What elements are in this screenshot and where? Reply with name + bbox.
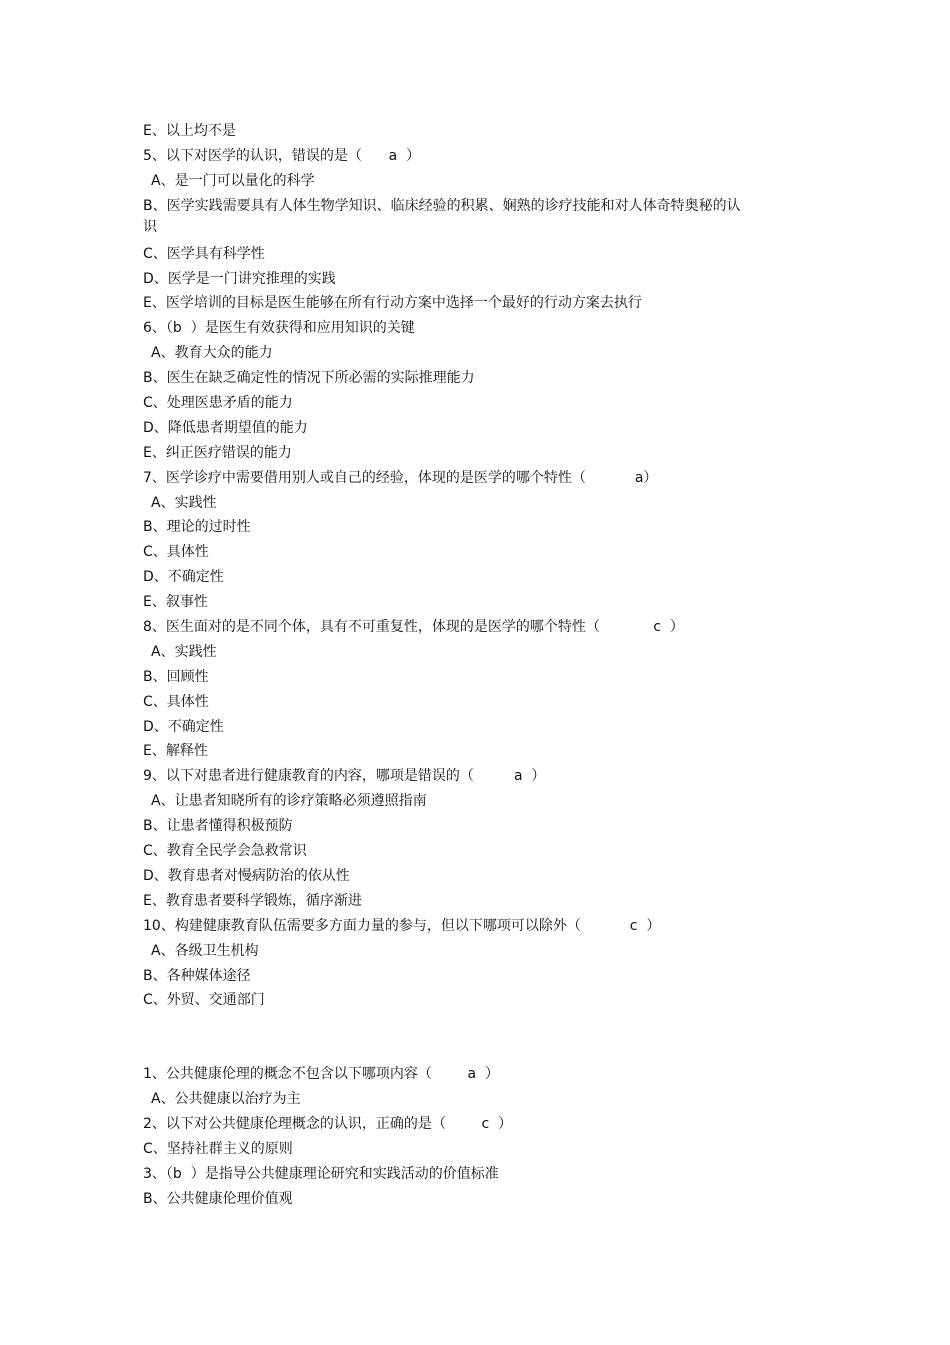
text-line: C、具体性	[143, 693, 209, 710]
text-line: 8、医生面对的是不同个体，具有不可重复性，体现的是医学的哪个特性（ c ）	[143, 619, 684, 636]
text-line: 7、医学诊疗中需要借用别人或自己的经验，体现的是医学的哪个特性（ a）	[143, 469, 658, 486]
question-section-1	[143, 121, 753, 1010]
text-line: D、降低患者期望值的能力	[143, 419, 308, 436]
text-line: B、理论的过时性	[143, 519, 251, 536]
answer-option-line: A、实践性	[151, 494, 217, 511]
answer-option-line: A、是一门可以量化的科学	[151, 172, 315, 189]
text-line: 5、以下对医学的认识，错误的是（ a ）	[143, 147, 421, 164]
text-line: C、外贸、交通部门	[143, 992, 265, 1009]
text-line: B、各种媒体途径	[143, 967, 251, 984]
text-line: C、教育全民学会急救常识	[143, 843, 307, 860]
text-line: C、坚持社群主义的原则	[143, 1140, 293, 1157]
text-line: C、具体性	[143, 544, 209, 561]
text-line: D、医学是一门讲究推理的实践	[143, 270, 336, 287]
answer-option-line: A、各级卫生机构	[151, 942, 259, 959]
answer-option-line: A、公共健康以治疗为主	[151, 1091, 301, 1108]
text-line: E、纠正医疗错误的能力	[143, 444, 292, 461]
text-line: B、回顾性	[143, 668, 209, 685]
answer-option-line: A、让患者知晓所有的诊疗策略必须遵照指南	[151, 793, 427, 810]
text-line: 6、（b ）是医生有效获得和应用知识的关键	[143, 320, 415, 337]
text-line: 9、以下对患者进行健康教育的内容，哪项是错误的（ a ）	[143, 768, 546, 785]
text-line: B、医学实践需要具有人体生物学知识、临床经验的积累、娴熟的诊疗技能和对人体奇特奥秘的认识	[143, 197, 741, 235]
text-line: B、公共健康伦理价值观	[143, 1190, 293, 1207]
text-line: 2、以下对公共健康伦理概念的认识，正确的是（ c ）	[143, 1116, 513, 1133]
answer-option-line: A、实践性	[151, 643, 217, 660]
text-line: D、不确定性	[143, 569, 224, 586]
text-line: E、以上均不是	[143, 123, 236, 139]
question-section-2	[143, 1064, 753, 1208]
text-line: D、不确定性	[143, 718, 224, 735]
text-line: 3、（b ）是指导公共健康理论研究和实践活动的价值标准	[143, 1165, 499, 1182]
text-line: 1、公共健康伦理的概念不包含以下哪项内容（ a ）	[143, 1066, 499, 1083]
text-line: E、叙事性	[143, 594, 208, 611]
text-line: 10、构建健康教育队伍需要多方面力量的参与，但以下哪项可以除外（ c ）	[143, 917, 661, 934]
text-line: B、让患者懂得积极预防	[143, 818, 293, 835]
text-line: D、教育患者对慢病防治的依从性	[143, 867, 350, 884]
text-line: B、医生在缺乏确定性的情况下所必需的实际推理能力	[143, 370, 475, 387]
text-line: C、处理医患矛盾的能力	[143, 395, 293, 412]
answer-option-line: A、教育大众的能力	[151, 345, 273, 362]
text-line: C、医学具有科学性	[143, 245, 265, 262]
text-line: E、医学培训的目标是医生能够在所有行动方案中选择一个最好的行动方案去执行	[143, 295, 642, 312]
text-line: E、解释性	[143, 743, 208, 760]
section-gap	[143, 1015, 753, 1064]
document-body	[143, 121, 753, 1214]
text-line: E、教育患者要科学锻炼，循序渐进	[143, 892, 362, 909]
